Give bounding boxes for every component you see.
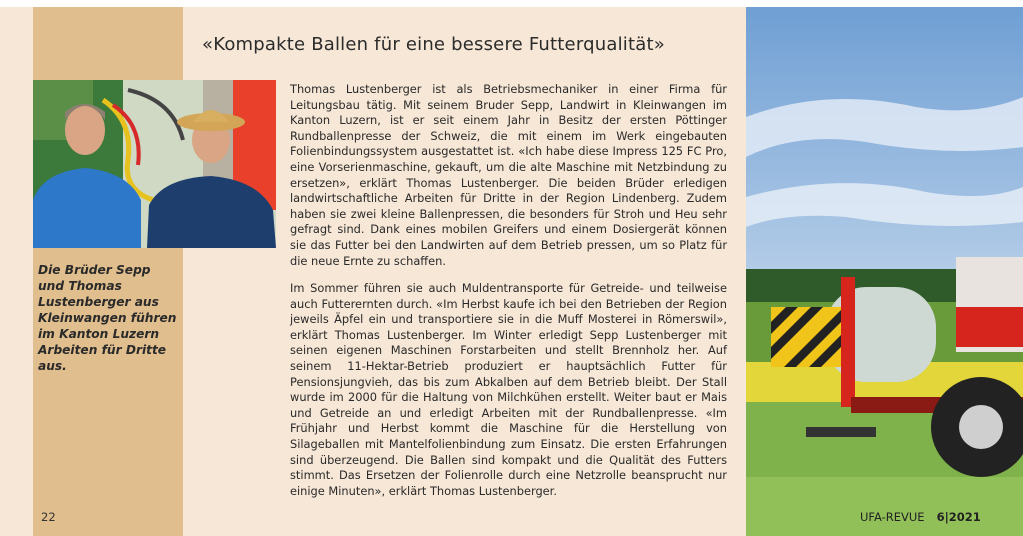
brothers-photo [33, 80, 276, 248]
article-paragraph-1: Thomas Lustenberger ist als Betriebsmechaniker in einer Firma für Leitungsbau tätig. Mit seinem Bruder Sepp, Landwirt in Kleinwangen im Kanton Luzern, ist er seit einem Jahr in Besitz der ersten Pöttinger Rundballenpresse der Schweiz, die mit einem im Werk eingebauten Folienbindungssystem ausgestattet ist. «Ich habe diese Impress 125 FC Pro, eine Vorserienmaschine, gekauft, um die alte Maschine mit Netzbindung zu ersetzen», erklärt Thomas Lustenberger. Die beiden Brüder erledigen landwirtschaftliche Arbeiten für Dritte in der Region Lindenberg. Zudem haben sie zwei kleine Ballenpressen, die besonders für Stroh und Heu sehr gefragt sind. Dank eines mobilen Greifers und einem Dosiergerät können sie das Futter bei den Landwirten auf dem Betrieb pressen, um so Platz für die neue Ernte zu schaffen. [290, 82, 727, 268]
magazine-name: UFA-REVUE [860, 510, 925, 524]
baler-photo [746, 7, 1023, 536]
magazine-footer [860, 510, 981, 524]
article-paragraph-2: Im Sommer führen sie auch Muldentransporte für Getreide- und teilweise auch Futterernten durch. «Im Herbst kaufe ich bei den Betrieben der Region jeweils Äpfel ein und transportiere sie in die Muff Mosterei in Römerswil», erklärt Thomas Lustenberger. Im Winter erledigt Sepp Lustenberger mit seinen eigenen Maschinen Forstarbeiten und stellt Brennholz her. Auf seinem 11-Hektar-Betrieb produziert er hauptsächlich Futter für Pensionsjungvieh, das bis zum Abkalben auf dem Betrieb bleibt. Der Stall wurde im 2000 für die Haltung von Milchkühen erstellt. Weiter baut er Mais und Getreide an und erledigt Arbeiten mit der Rundballenpresse. «Im Frühjahr und Herbst kommt die Maschine für die Herstellung von Silageballen mit Mantelfolienbindung zum Einsatz. Die ersten Erfahrungen sind überzeugend. Die Ballen sind kompakt und die Qualität des Futters stimmt. Das Ersetzen der Folienrolle durch eine Netzrolle beansprucht nur einige Minuten», erklärt Thomas Lustenberger. [290, 281, 727, 498]
issue-number: 6|2021 [936, 510, 981, 524]
article-title: «Kompakte Ballen für eine bessere Futterqualität» [202, 34, 665, 55]
photo-caption: Die Brüder Sepp und Thomas Lustenberger aus Kleinwangen führen im Kanton Luzern Arbeiten für Dritte aus. [38, 263, 177, 373]
page-number: 22 [41, 510, 56, 524]
